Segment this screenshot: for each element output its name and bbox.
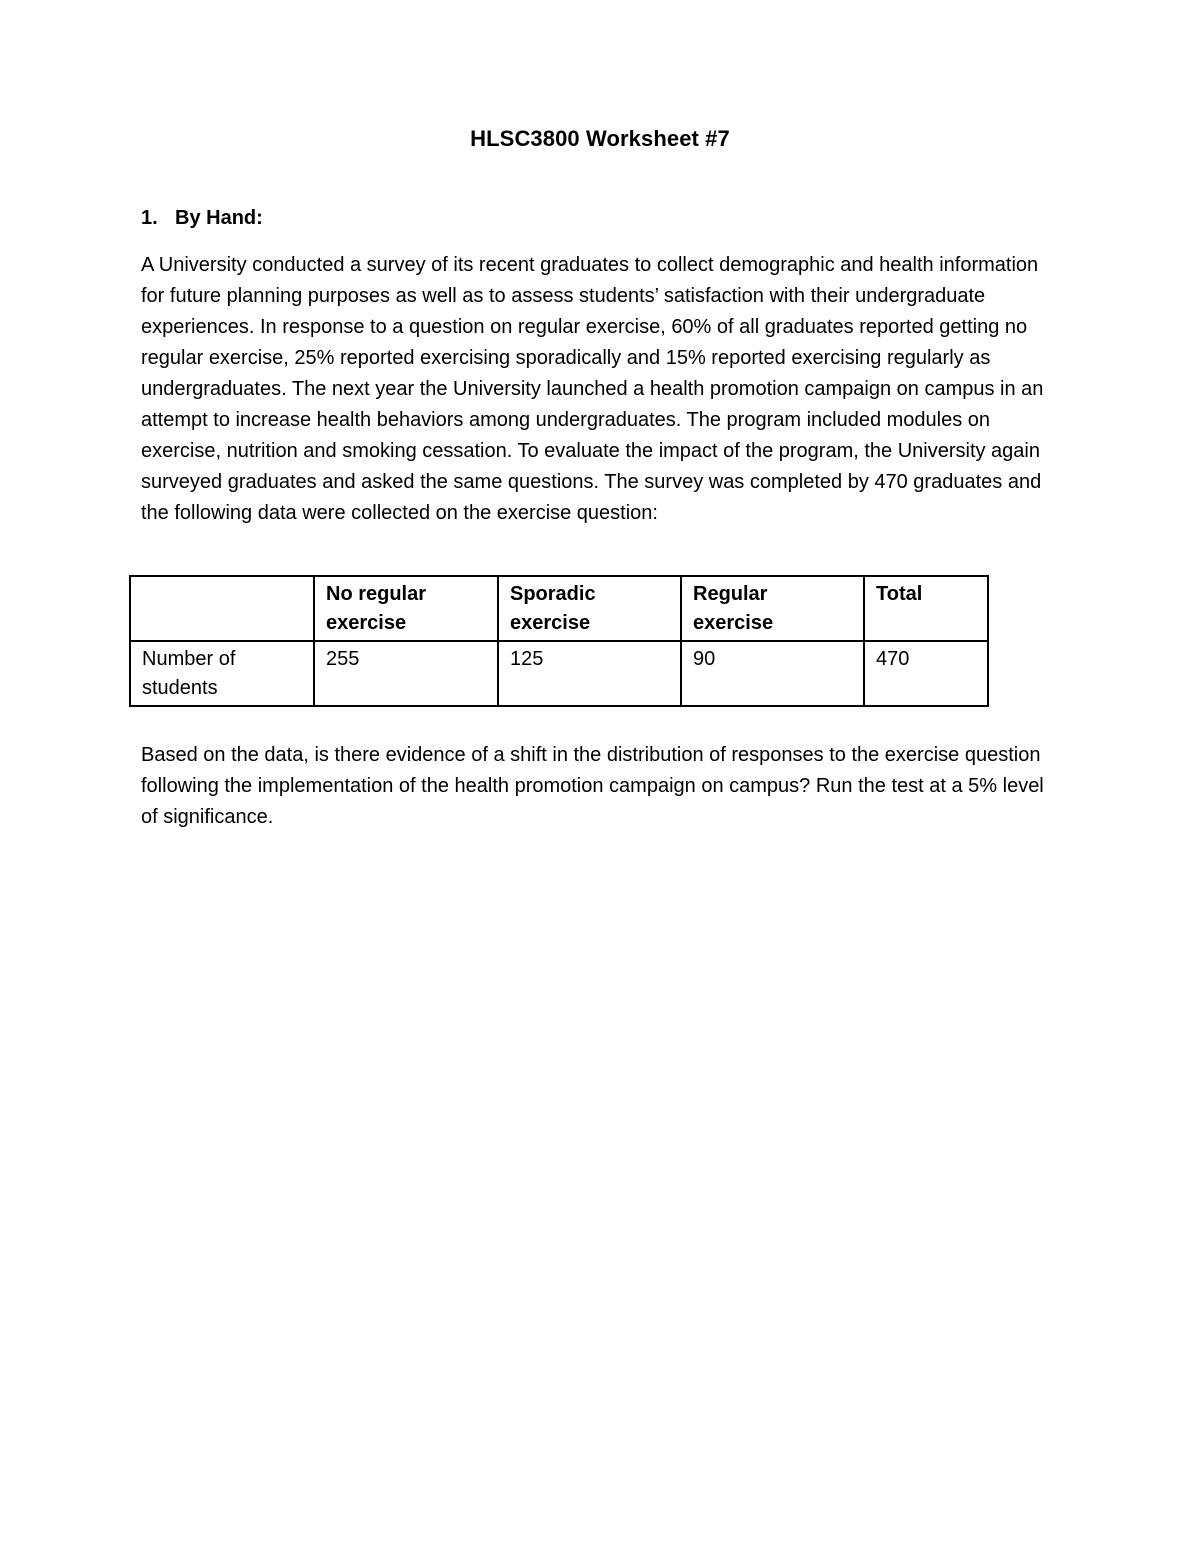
- intro-paragraph: A University conducted a survey of its recent graduates to collect demographic and health information for future planning purposes as well as to assess students’ satisfaction with their undergraduate experiences. In response to a question on regular exercise, 60% of all graduates reported getting no regular exercise, 25% reported exercising sporadically and 15% reported exercising regularly as undergraduates. The next year the University launched a health promotion campaign on campus in an attempt to increase health behaviors among undergraduates. The program included modules on exercise, nutrition and smoking cessation. To evaluate the impact of the program, the University again surveyed graduates and asked the same questions. The survey was completed by 470 graduates and the following data were collected on the exercise question:: [141, 254, 1044, 524]
- table-cell-regular-exercise: 90: [681, 641, 864, 706]
- table-cell-sporadic-exercise: 125: [498, 641, 681, 706]
- table-header-cell-no-regular-exercise: No regular exercise: [314, 576, 498, 641]
- table-row: [130, 641, 988, 706]
- question-heading: [141, 207, 263, 230]
- table-cell-no-regular-exercise: 255: [314, 641, 498, 706]
- table-cell-total: 470: [864, 641, 988, 706]
- exercise-data-table: [129, 575, 989, 707]
- table-row-label: Number of students: [130, 641, 314, 706]
- table-header-cell-sporadic-exercise: Sporadic exercise: [498, 576, 681, 641]
- table-header-row: [130, 576, 988, 641]
- question-number: 1.: [141, 207, 158, 229]
- worksheet-title: HLSC3800 Worksheet #7: [470, 126, 730, 151]
- table-header-cell-empty: [130, 576, 314, 641]
- question-heading-text: By Hand:: [175, 207, 263, 229]
- table-header-cell-regular-exercise: Regular exercise: [681, 576, 864, 641]
- table-header-cell-total: Total: [864, 576, 988, 641]
- question-paragraph: Based on the data, is there evidence of a shift in the distribution of responses to the exercise question following the implementation of the health promotion campaign on campus? Run the test at a 5% level of significance.: [141, 744, 1044, 828]
